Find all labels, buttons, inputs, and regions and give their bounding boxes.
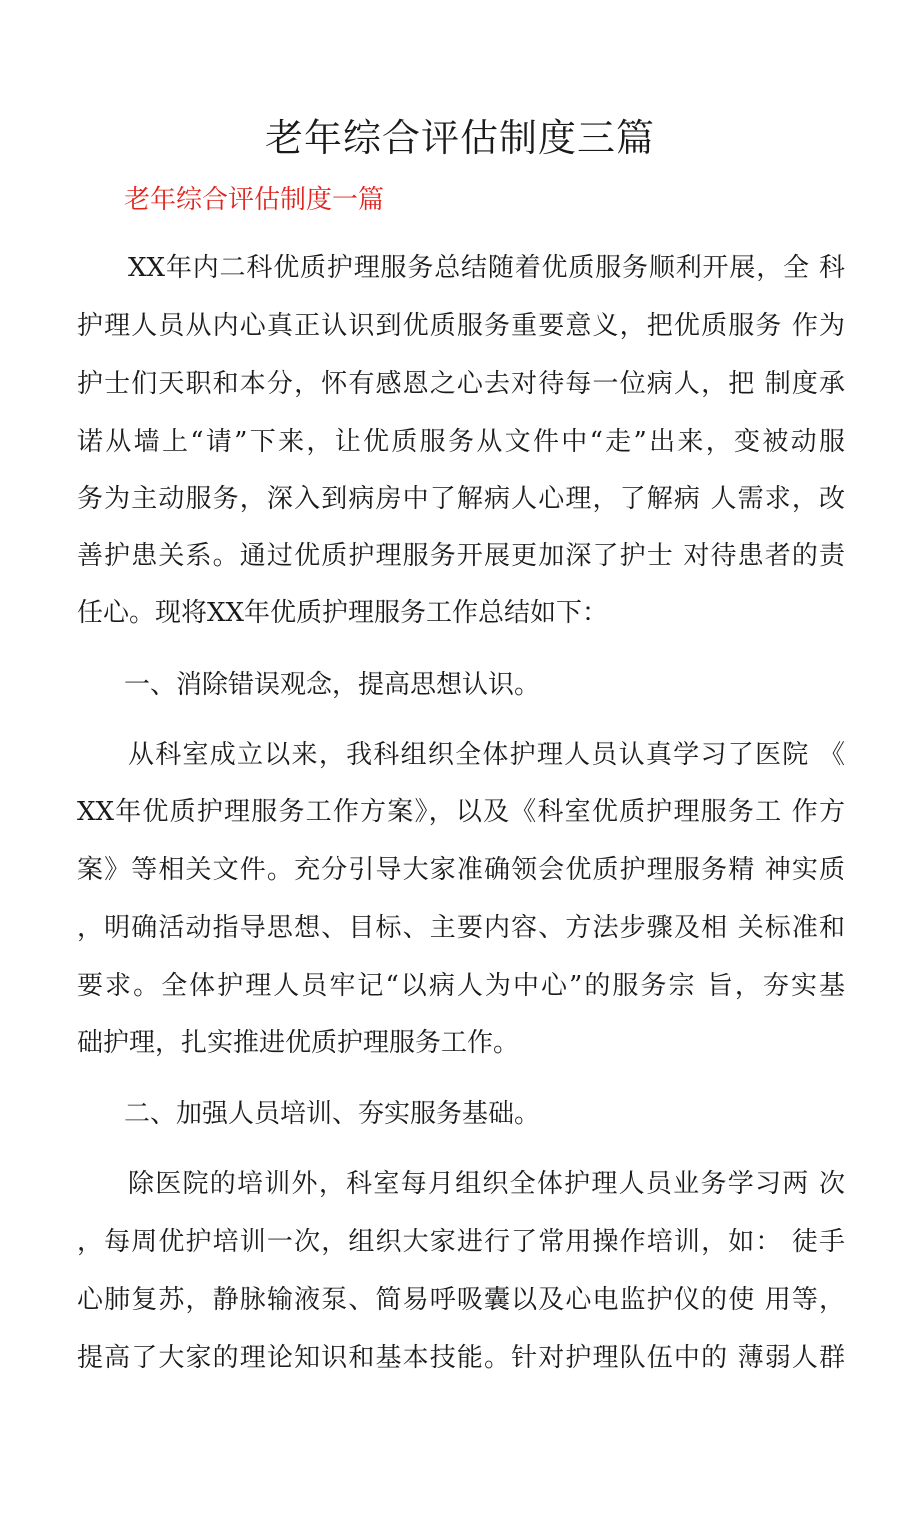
paragraph-line: ，明确活动指导思想、目标、主要内容、方法步骤及相 关标准和 bbox=[77, 913, 845, 943]
paragraph-line: 心肺复苏，静脉输液泵、简易呼吸囊以及心电监护仪的使 用等， bbox=[77, 1285, 845, 1315]
paragraph-line: 案》等相关文件。充分引导大家准确领会优质护理服务精 神实质 bbox=[77, 855, 845, 885]
subheading-1: 一、消除错误观念，提高思想认识。 bbox=[124, 670, 541, 700]
paragraph-line: XX年优质护理服务工作方案》，以及《科室优质护理服务工 作方 bbox=[77, 797, 845, 827]
paragraph-line: 除医院的培训外，科室每月组织全体护理人员业务学习两 次 bbox=[128, 1169, 845, 1199]
paragraph-line: 从科室成立以来，我科组织全体护理人员认真学习了医院 《 bbox=[128, 740, 845, 770]
paragraph-line: 护士们天职和本分，怀有感恩之心去对待每一位病人，把 制度承 bbox=[77, 369, 845, 399]
paragraph-line: 诺从墙上“请”下来，让优质服务从文件中“走”出来，变被动服 bbox=[77, 427, 845, 457]
paragraph-line: 务为主动服务，深入到病房中了解病人心理，了解病 人需求，改 bbox=[77, 484, 845, 514]
paragraph-line: 础护理，扎实推进优质护理服务工作。 bbox=[77, 1028, 520, 1058]
paragraph-line: 提高了大家的理论知识和基本技能。针对护理队伍中的 薄弱人群 bbox=[77, 1343, 845, 1373]
paragraph-line: 善护患关系。通过优质护理服务开展更加深了护士 对待患者的责 bbox=[77, 541, 845, 571]
paragraph-line: 要求。全体护理人员牢记“以病人为中心”的服务宗 旨，夯实基 bbox=[77, 971, 845, 1001]
paragraph-line: XX年内二科优质护理服务总结随着优质服务顺利开展，全 科 bbox=[128, 253, 845, 283]
paragraph-line: ，每周优护培训一次，组织大家进行了常用操作培训，如： 徒手 bbox=[77, 1227, 845, 1257]
subheading-2: 二、加强人员培训、夯实服务基础。 bbox=[124, 1099, 541, 1129]
paragraph-line: 任心。现将XX年优质护理服务工作总结如下： bbox=[77, 598, 609, 628]
document-title: 老年综合评估制度三篇 bbox=[264, 116, 655, 160]
paragraph-line: 护理人员从内心真正认识到优质服务重要意义，把优质服务 作为 bbox=[77, 311, 845, 341]
section-title: 老年综合评估制度一篇 bbox=[124, 185, 385, 215]
